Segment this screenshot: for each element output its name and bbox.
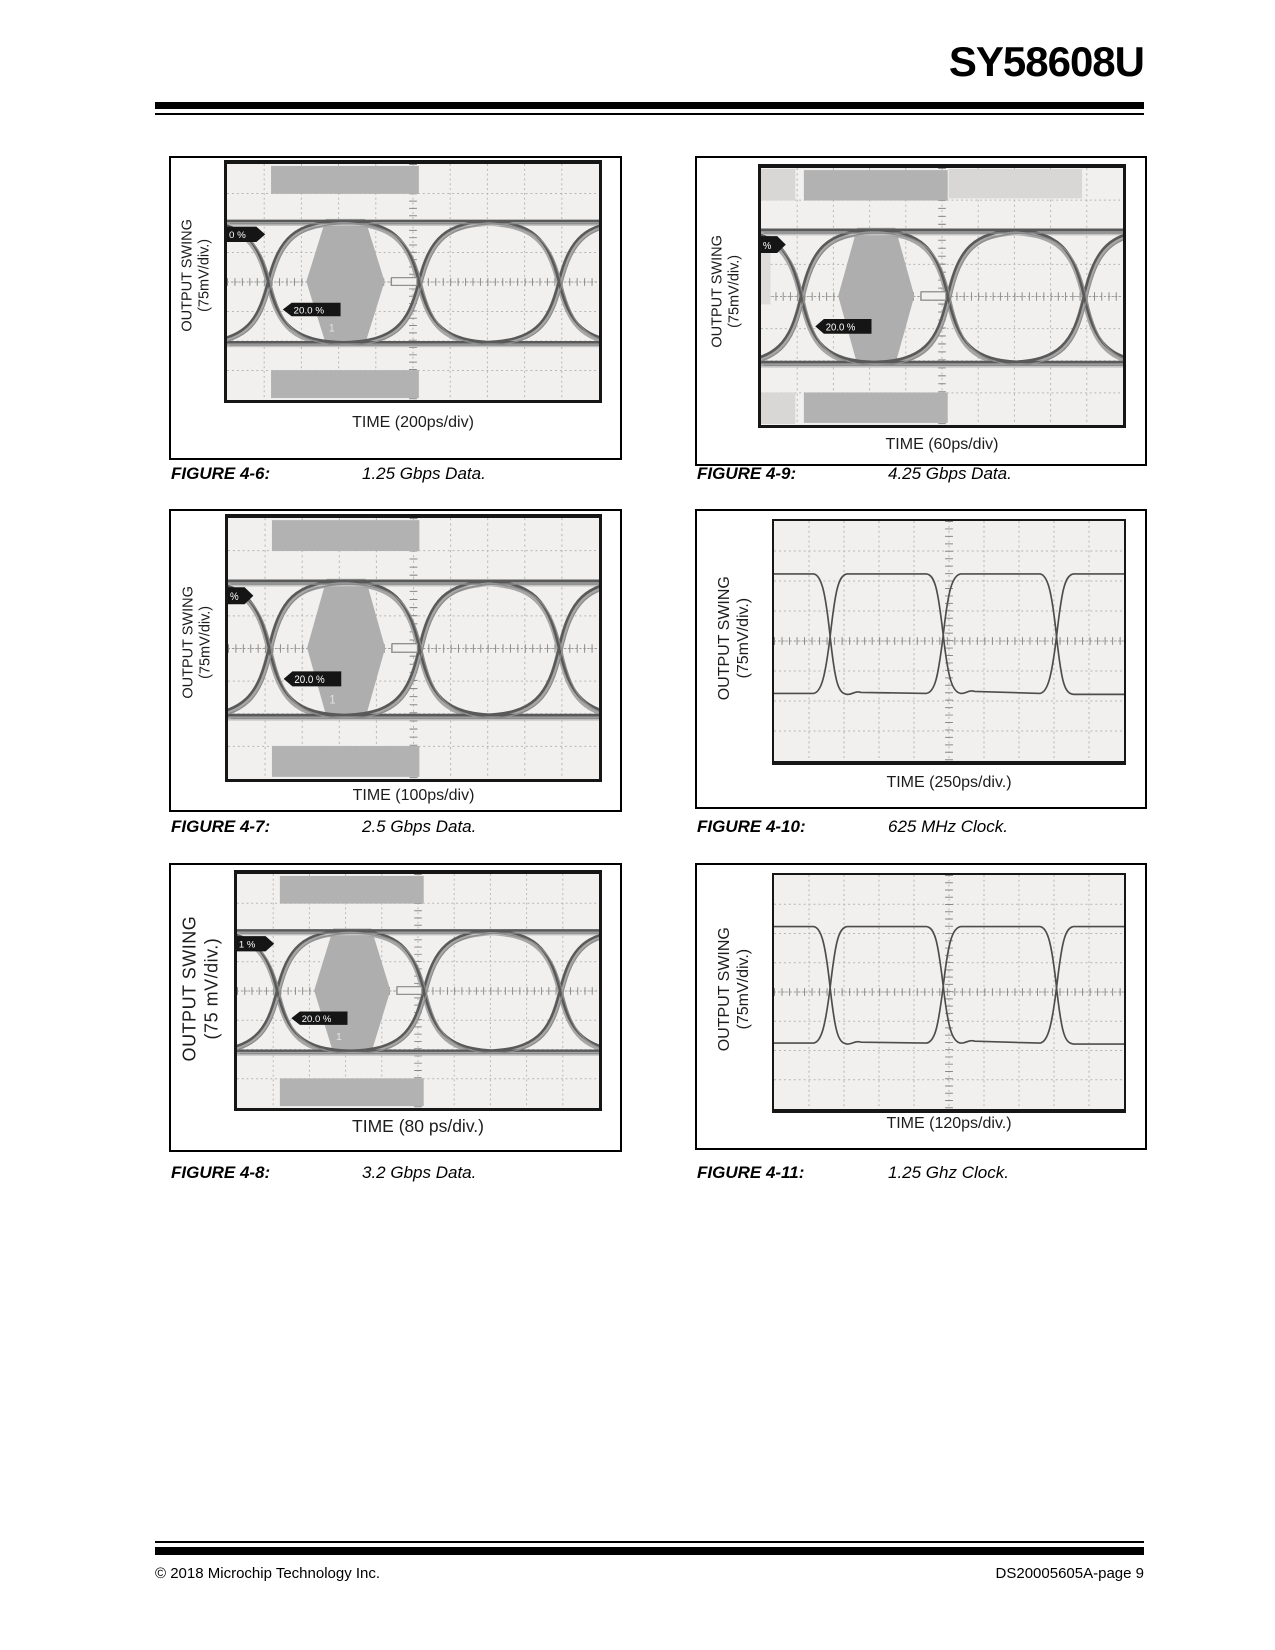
svg-text:20.0 %: 20.0 % [293, 305, 325, 317]
figure-caption-label: FIGURE 4-7: [171, 817, 271, 836]
svg-text:0 %: 0 % [228, 230, 246, 242]
y-axis-label: OUTPUT SWING (75 mV/div.) [179, 915, 221, 1062]
svg-text:20.0 %: 20.0 % [301, 1014, 332, 1026]
oscilloscope-clock-waveform [772, 519, 1126, 765]
svg-text:1 %: 1 % [238, 939, 256, 951]
figure-caption-text: 1.25 Gbps Data. [362, 464, 486, 483]
figure-caption-text: 4.25 Gbps Data. [888, 464, 1012, 483]
svg-text:1: 1 [336, 1032, 342, 1044]
figure-box-4-9 [695, 156, 1147, 466]
figure-caption-label: FIGURE 4-11: [697, 1163, 805, 1182]
figure-box-4-6 [169, 156, 622, 460]
figure-caption [697, 817, 1008, 837]
figure-caption-text: 625 MHz Clock. [888, 817, 1008, 836]
svg-text:20.0 %: 20.0 % [825, 322, 856, 334]
figure-caption-text: 1.25 Ghz Clock. [888, 1163, 1009, 1182]
footer [155, 1565, 1144, 1582]
svg-text:1: 1 [328, 322, 335, 335]
figure-box-4-11 [695, 863, 1147, 1150]
svg-text:1: 1 [329, 693, 336, 707]
figure-caption-text: 2.5 Gbps Data. [362, 817, 477, 836]
x-axis-label: TIME (120ps/div.) [886, 1115, 1012, 1132]
figure-caption [697, 1163, 1009, 1183]
svg-text:20.0 %: 20.0 % [294, 674, 325, 687]
x-axis-label: TIME (60ps/div) [885, 436, 999, 453]
figure-box-4-10 [695, 509, 1147, 809]
figure-caption-label: FIGURE 4-9: [697, 464, 797, 483]
figure-caption-label: FIGURE 4-6: [171, 464, 271, 483]
oscilloscope-clock-waveform [772, 873, 1126, 1113]
oscilloscope-eye-diagram [224, 160, 602, 403]
figure-caption-text: 3.2 Gbps Data. [362, 1163, 477, 1182]
figure-caption [171, 1163, 476, 1183]
figure-box-4-7 [169, 509, 622, 812]
y-axis-label: OUTPUT SWING (75mV/div.) [180, 586, 214, 699]
x-axis-label: TIME (80 ps/div.) [352, 1116, 484, 1136]
figure-caption-label: FIGURE 4-8: [171, 1163, 271, 1182]
figure-caption [171, 817, 476, 837]
footer-rule-thin [155, 1541, 1144, 1543]
x-axis-label: TIME (100ps/div) [352, 787, 475, 804]
svg-text:%: % [229, 591, 239, 604]
y-axis-label: OUTPUT SWING (75mV/div.) [179, 219, 213, 332]
x-axis-label: TIME (200ps/div) [352, 414, 474, 431]
x-axis-label: TIME (250ps/div.) [886, 774, 1012, 791]
figure-caption-label: FIGURE 4-10: [697, 817, 806, 836]
header-rule-thin [155, 113, 1144, 115]
y-axis-label: OUTPUT SWING (75mV/div.) [709, 235, 743, 348]
y-axis-label: OUTPUT SWING (75mV/div.) [715, 576, 752, 701]
footer-doc-page: DS20005605A-page 9 [995, 1565, 1144, 1582]
figure-caption [171, 464, 486, 484]
figure-caption [697, 464, 1012, 484]
figure-box-4-8 [169, 863, 622, 1152]
svg-text:%: % [762, 240, 772, 252]
y-axis-label: OUTPUT SWING (75mV/div.) [715, 927, 752, 1052]
oscilloscope-eye-diagram [758, 164, 1126, 428]
footer-copyright: © 2018 Microchip Technology Inc. [155, 1565, 381, 1582]
footer-rule-thick [155, 1547, 1144, 1555]
header-rule-thick [155, 102, 1144, 109]
oscilloscope-eye-diagram [234, 870, 602, 1111]
page-title-part-number: SY58608U [948, 38, 1144, 85]
oscilloscope-eye-diagram [225, 514, 602, 782]
